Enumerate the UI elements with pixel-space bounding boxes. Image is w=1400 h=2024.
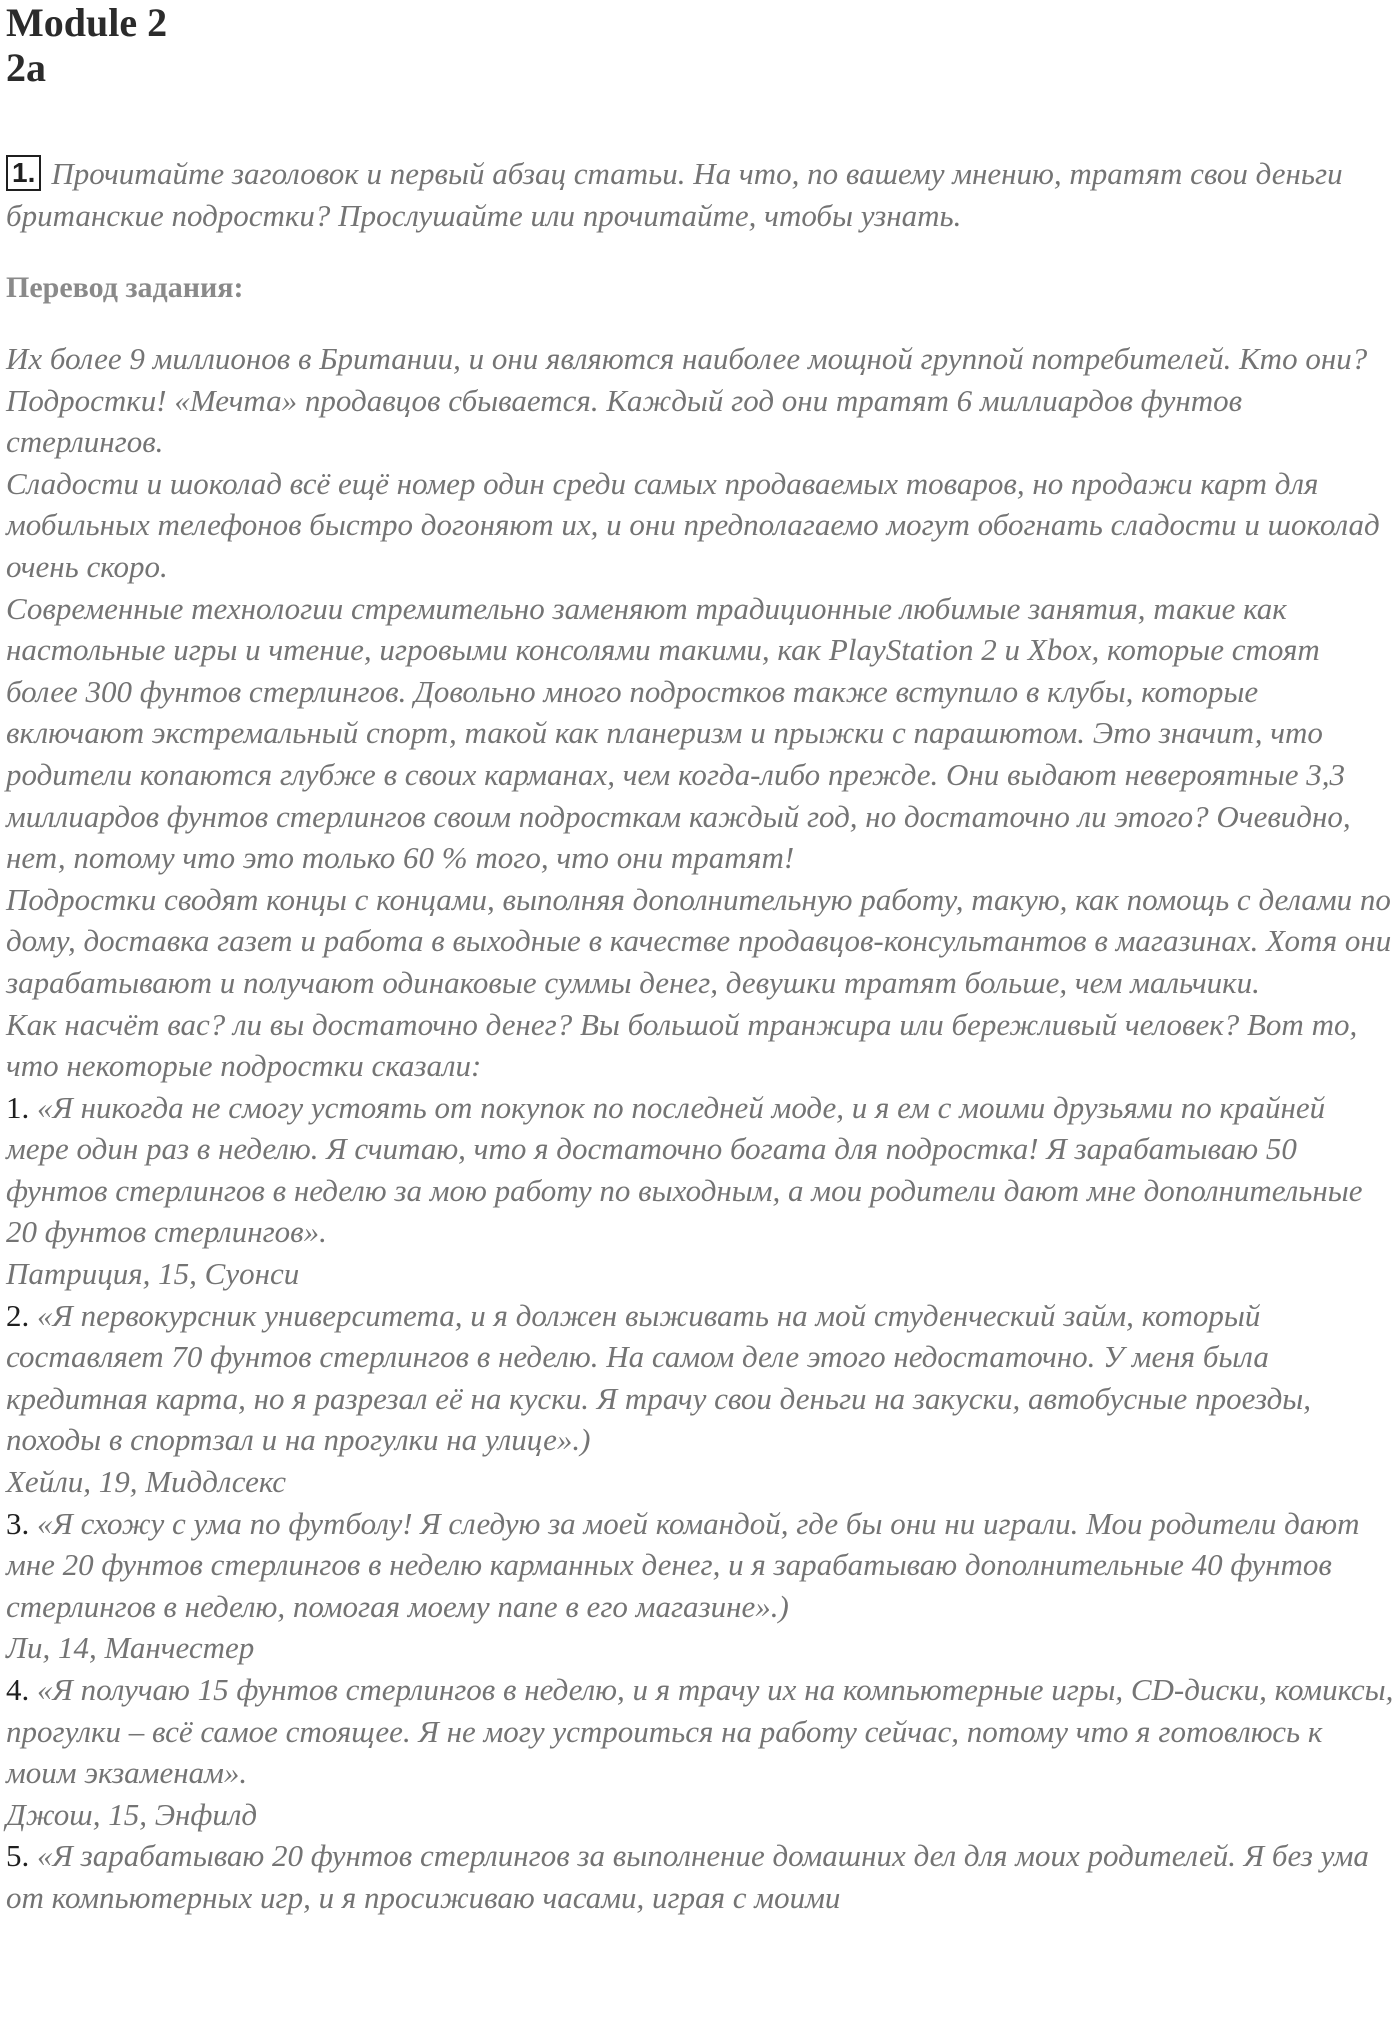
- quote-item: [6, 1669, 1394, 1794]
- task-number-box: 1.: [6, 155, 41, 191]
- quote-author: Ли, 14, Манчестер: [6, 1630, 255, 1666]
- quote-number: 4.: [6, 1672, 30, 1707]
- quote-number: 5.: [6, 1838, 30, 1874]
- paragraph: Их более 9 миллионов в Британии, и они являются наиболее мощной группой потребителей. Кто они? Подростки! «Мечта» продавцов сбывается. Каждый год они тратят 6 миллиардов фунтов стерлингов.: [6, 341, 1368, 460]
- module-title: Module 2: [6, 0, 168, 45]
- quote-author: Хейли, 19, Миддлсекс: [6, 1464, 286, 1500]
- translation-body: [6, 338, 1394, 1919]
- quote-number: 1.: [6, 1089, 30, 1125]
- quote-text: «Я схожу с ума по футболу! Я следую за моей командой, где бы они ни играли. Мои родители дают мне 20 фунтов стерлингов в неделю карманных денег, и я зарабатываю дополнительные 40 фунтов стерлингов в неделю, помогая моему папе в его магазине».): [6, 1505, 1360, 1624]
- quote-item: [6, 1835, 1394, 1918]
- quote-text: «Я никогда не смогу устоять от покупок по последней моде, и я ем с моими друзьями по крайней мере один раз в неделю. Я считаю, что я достаточно богата для подростка! Я зарабатываю 50 фунтов стерлингов в неделю за мою работу по выходным, а мои родители дают мне дополнительные 20 фунтов стерлингов».: [6, 1089, 1363, 1250]
- task-instruction-text: Прочитайте заголовок и первый абзац статьи. На что, по вашему мнению, тратят свои деньги британские подростки? Прослушайте или прочитайте, чтобы узнать.: [6, 156, 1343, 233]
- translation-heading: Перевод задания:: [6, 271, 244, 304]
- quote-author: Джош, 15, Энфилд: [6, 1796, 258, 1832]
- quote-text: «Я первокурсник университета, и я должен выживать на мой студенческий займ, который составляет 70 фунтов стерлингов в неделю. На самом деле этого недостаточно. У меня была кредитная карта, но я разрезал её на куски. Я трачу свои деньги на закуски, автобусные проезды, походы в спортзал и на прогулки на улице».): [6, 1297, 1312, 1458]
- task-instruction-block: [6, 153, 1394, 237]
- quote-author: Патриция, 15, Суонси: [6, 1256, 300, 1292]
- quote-item: [6, 1087, 1394, 1253]
- quote-text: «Я получаю 15 фунтов стерлингов в неделю, и я трачу их на компьютерные игры, CD-диски, комиксы, прогулки – всё самое стоящее. Я не могу устроиться на работу сейчас, потому что я готовлюсь к моим экзаменам».: [6, 1672, 1394, 1791]
- quote-number: 2.: [6, 1297, 30, 1333]
- quote-item: [6, 1503, 1394, 1628]
- quote-number: 3.: [6, 1505, 30, 1541]
- document-page: [6, 0, 1394, 1919]
- paragraph: Как насчёт вас? ли вы достаточно денег? Вы большой транжира или бережливый человек? Вот то, что некоторые подростки сказали:: [6, 1006, 1358, 1084]
- paragraph: Современные технологии стремительно заменяют традиционные любимые занятия, такие как настольные игры и чтение, игровыми консолями такими, как PlayStation 2 и Xbox, которые стоят более 300 фунтов стерлингов. Довольно много подростков также вступило в клубы, которые включают экстремальный спорт, такой как планеризм и прыжки с парашютом. Это значит, что родители копаются глубже в своих карманах, чем когда-либо прежде. Они выдают невероятные 3,3 миллиардов фунтов стерлингов своим подросткам каждый год, но достаточно ли этого? Очевидно, нет, потому что это только 60 % того, что они тратят!: [6, 590, 1351, 876]
- paragraph: Сладости и шоколад всё ещё номер один среди самых продаваемых товаров, но продажи карт для мобильных телефонов быстро догоняют их, и они предполагаемо могут обогнать сладости и шоколад очень скоро.: [6, 465, 1380, 584]
- quote-item: [6, 1295, 1394, 1461]
- paragraph: Подростки сводят концы с концами, выполняя дополнительную работу, такую, как помощь с делами по дому, доставка газет и работа в выходные в качестве продавцов-консультантов в магазинах. Хотя они зарабатывают и получают одинаковые суммы денег, девушки тратят больше, чем мальчики.: [6, 881, 1392, 1000]
- quote-text: «Я зарабатываю 20 фунтов стерлингов за выполнение домашних дел для моих родителей. Я без ума от компьютерных игр, и я просиживаю часами, играя с моими: [6, 1838, 1369, 1915]
- lesson-title: 2a: [6, 45, 46, 90]
